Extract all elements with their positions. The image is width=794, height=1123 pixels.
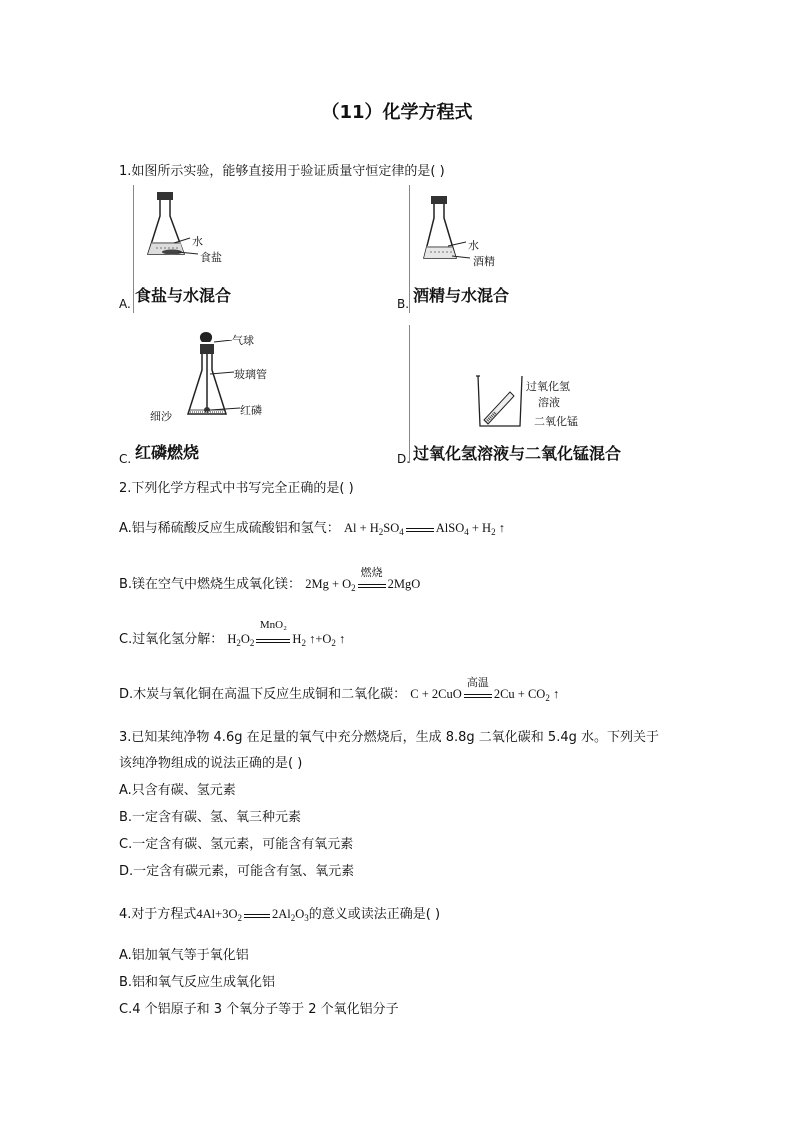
divider-line <box>409 185 410 313</box>
label-water-b: 水 <box>468 239 479 252</box>
label-glass-tube: 玻璃管 <box>234 368 267 381</box>
stem-prefix: 4.对于方程式 <box>119 907 197 922</box>
option-d-letter: D. <box>397 452 411 466</box>
option-text: D.木炭与氧化铜在高温下反应生成铜和二氧化碳： <box>119 687 407 702</box>
question-3-option-c: C.一定含有碳、氢元素，可能含有氧元素 <box>119 837 354 852</box>
label-fine-sand: 细沙 <box>150 410 172 423</box>
label-salt: 食盐 <box>200 251 222 264</box>
question-2-option-a <box>119 517 505 537</box>
flask-alcohol-water-diagram <box>418 192 518 267</box>
label-balloon: 气球 <box>232 334 254 347</box>
divider-line <box>133 185 134 313</box>
option-text: A.铝与稀硫酸反应生成硫酸铝和氢气： <box>119 521 340 536</box>
label-solution: 溶液 <box>538 396 560 409</box>
label-alcohol: 酒精 <box>473 255 495 268</box>
question-2-option-b <box>119 567 421 593</box>
question-3-option-a: A.只含有碳、氢元素 <box>119 783 236 798</box>
option-text: C.过氧化氢分解： <box>119 632 224 647</box>
equation-a: $Al + H_2SO_4$ AlSO$_4$ + $H_2$ ↑ <box>343 521 505 537</box>
label-manganese-dioxide: 二氧化锰 <box>534 415 578 428</box>
option-b-caption: 酒精与水混合 <box>413 286 510 305</box>
flask-salt-water-diagram <box>138 188 248 268</box>
label-water-a: 水 <box>192 235 203 248</box>
page-title: （11）化学方程式 <box>321 102 473 123</box>
equation-q4: $4Al+3O_2$ $2Al_2O_3$ <box>196 907 309 923</box>
label-red-phosphorus: 红磷 <box>240 404 262 417</box>
question-4-option-b: B.铝和氧气反应生成氧化铝 <box>119 975 276 990</box>
question-1-stem: 1.如图所示实验，能够直接用于验证质量守恒定律的是( ) <box>119 164 445 179</box>
question-4-option-c: C.4 个铝原子和 3 个氧分子等于 2 个氧化铝分子 <box>119 1002 399 1017</box>
equation-c: $H_2O_2$ MnO₂ $H_2$ $↑+O_2$ ↑ <box>227 619 346 648</box>
option-c-letter: C. <box>119 452 132 466</box>
condition-label: 高温 <box>466 677 489 689</box>
divider-line <box>409 325 410 463</box>
condition-label: 燃烧 <box>360 567 383 579</box>
option-c-caption: 红磷燃烧 <box>135 443 200 462</box>
pointer-lines-c <box>210 340 250 420</box>
question-4-option-a: A.铝加氧气等于氧化铝 <box>119 948 249 963</box>
label-hydrogen-peroxide: 过氧化氢 <box>526 380 570 393</box>
option-a-caption: 食盐与水混合 <box>135 286 232 305</box>
beaker-peroxide-diagram <box>472 372 532 434</box>
question-2-option-d <box>119 677 560 703</box>
option-d-caption: 过氧化氢溶液与二氧化锰混合 <box>413 444 622 463</box>
question-3-option-d: D.一定含有碳元素，可能含有氢、氧元素 <box>119 864 355 879</box>
stem-suffix: 的意义或读法正确是( ) <box>308 907 441 922</box>
question-2-stem: 2.下列化学方程式中书写完全正确的是( ) <box>119 481 354 496</box>
option-a-letter: A. <box>119 297 131 311</box>
question-3-option-b: B.一定含有碳、氢、氧三种元素 <box>119 810 302 825</box>
equation-d: C + 2CuO 高温 $2Cu + CO_2$ ↑ <box>410 687 559 701</box>
question-4-stem <box>119 903 440 923</box>
question-3-stem-line1: 3.已知某纯净物 4.6g 在足量的氧气中充分燃烧后，生成 8.8g 二氧化碳和 5.4g 水。下列关于 <box>119 730 659 745</box>
option-text: B.镁在空气中燃烧生成氧化镁： <box>119 577 302 592</box>
option-b-letter: B. <box>397 297 410 311</box>
question-2-option-c <box>119 619 346 648</box>
question-3-stem-line2: 该纯净物组成的说法正确的是( ) <box>119 756 303 771</box>
condition-label: MnO₂ <box>259 619 287 631</box>
equation-b: $2Mg + O_2$ 燃烧 2MgO <box>305 577 420 591</box>
